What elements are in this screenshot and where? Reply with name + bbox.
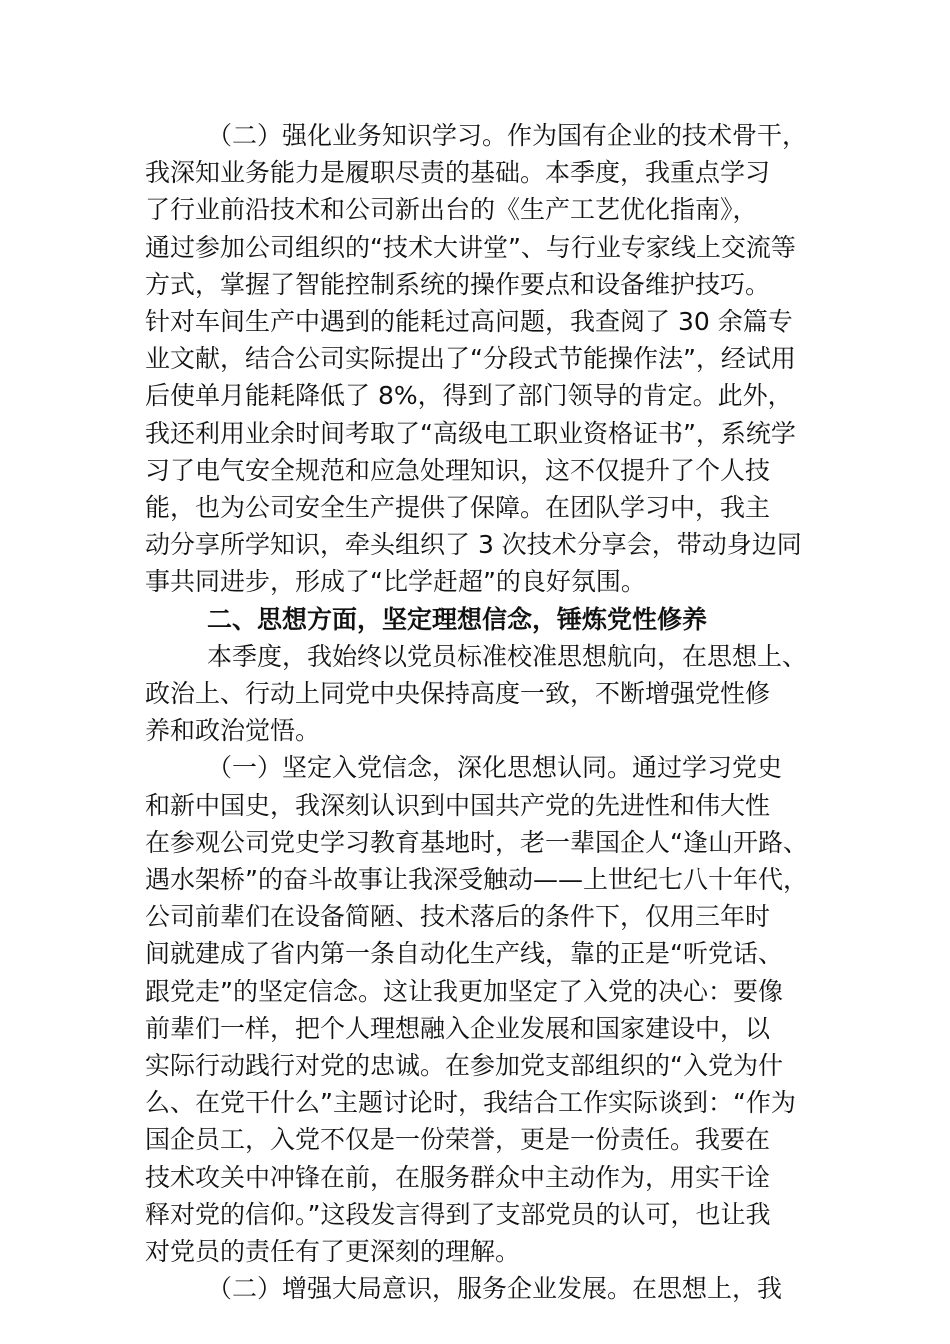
paragraph-line: 前辈们一样，把个人理想融入企业发展和国家建设中，以 — [145, 1013, 771, 1043]
paragraph-line: 针对车间生产中遇到的能耗过高问题，我查阅了 30 余篇专 — [145, 307, 793, 336]
paragraph-line: 本季度，我始终以党员标准校准思想航向，在思想上、 — [207, 641, 808, 671]
paragraph-line: 遇水架桥”的奋斗故事让我深受触动——上世纪七八十年代， — [145, 865, 808, 894]
paragraph-line: （二）强化业务知识学习。作为国有企业的技术骨干， — [207, 121, 808, 150]
paragraph-line: 技术攻关中冲锋在前，在服务群众中主动作为，用实干诠 — [145, 1162, 771, 1192]
paragraph-line: 能，也为公司安全生产提供了保障。在团队学习中，我主 — [145, 493, 771, 522]
paragraph-line: 国企员工，入党不仅是一份荣誉，更是一份责任。我要在 — [145, 1125, 771, 1155]
paragraph-line: 事共同进步，形成了“比学赶超”的良好氛围。 — [145, 567, 646, 597]
section-heading: 二、思想方面，坚定理想信念，锤炼党性修养 — [207, 604, 708, 634]
paragraph-line: 释对党的信仰。”这段发言得到了支部党员的认可，也让我 — [145, 1199, 771, 1229]
paragraph-line: （一）坚定入党信念，深化思想认同。通过学习党史 — [207, 753, 783, 783]
paragraph-line: 公司前辈们在设备简陋、技术落后的条件下，仅用三年时 — [145, 902, 771, 932]
paragraph-line: 通过参加公司组织的“技术大讲堂”、与行业专家线上交流等 — [145, 232, 796, 262]
paragraph-line: 了行业前沿技术和公司新出台的《生产工艺优化指南》， — [145, 195, 758, 225]
paragraph-line: 和新中国史，我深刻认识到中国共产党的先进性和伟大性 — [145, 790, 771, 820]
paragraph-line: 方式，掌握了智能控制系统的操作要点和设备维护技巧。 — [145, 269, 771, 299]
paragraph-line: （二）增强大局意识，服务企业发展。在思想上，我 — [207, 1274, 783, 1304]
paragraph-line: 在参观公司党史学习教育基地时，老一辈国企人“逢山开路、 — [145, 827, 808, 857]
paragraph-line: 跟党走”的坚定信念。这让我更加坚定了入党的决心：要像 — [145, 976, 783, 1006]
paragraph-line: 动分享所学知识，牵头组织了 3 次技术分享会，带动身边同 — [145, 530, 802, 560]
paragraph-line: 我深知业务能力是履职尽责的基础。本季度，我重点学习 — [145, 158, 771, 188]
paragraph-line: 业文献，结合公司实际提出了“分段式节能操作法”，经试用 — [145, 344, 796, 374]
paragraph-line: 养和政治觉悟。 — [145, 716, 321, 746]
paragraph-line: 间就建成了省内第一条自动化生产线，靠的正是“听党话、 — [145, 939, 783, 969]
paragraph-line: 实际行动践行对党的忠诚。在参加党支部组织的“入党为什 — [145, 1051, 783, 1080]
paragraph-line: 后使单月能耗降低了 8%，得到了部门领导的肯定。此外， — [145, 381, 793, 411]
paragraph-line: 对党员的责任有了更深刻的理解。 — [145, 1237, 521, 1266]
paragraph-line: 习了电气安全规范和应急处理知识，这不仅提升了个人技 — [145, 455, 771, 485]
paragraph-line: 么、在党干什么”主题讨论时，我结合工作实际谈到：“作为 — [145, 1088, 796, 1118]
paragraph-line: 政治上、行动上同党中央保持高度一致，不断增强党性修 — [145, 679, 771, 708]
paragraph-line: 我还利用业余时间考取了“高级电工职业资格证书”，系统学 — [145, 418, 796, 448]
